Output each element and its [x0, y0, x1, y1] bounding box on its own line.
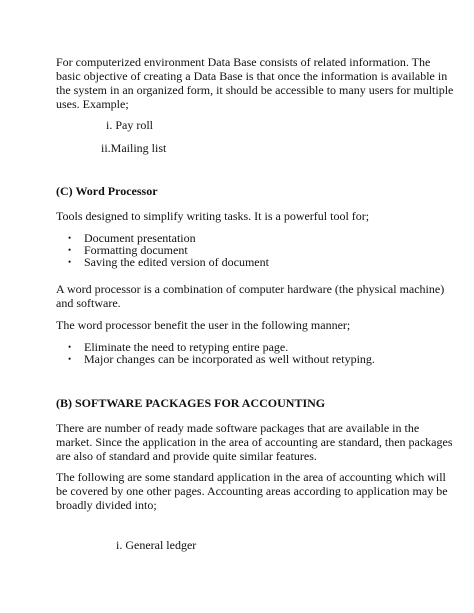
intro-line: uses. Example;	[56, 97, 129, 111]
list-item	[68, 353, 428, 365]
intro-line: For computerized environment Data Base consists of related information. The	[56, 55, 431, 69]
section-heading-accounting: (B) SOFTWARE PACKAGES FOR ACCOUNTING	[56, 396, 326, 410]
bullet-icon: •	[68, 342, 72, 352]
bullet-icon: •	[68, 245, 72, 255]
word-processor-feature-list	[68, 232, 428, 268]
accounting-list-item-general-ledger: i. General ledger	[116, 538, 197, 552]
bullet-icon: •	[68, 257, 72, 267]
bullet-icon: •	[68, 354, 72, 364]
accounting-paragraph-1	[56, 421, 453, 463]
paragraph-line: are also of standard and provide quite similar features.	[56, 449, 317, 463]
list-item-text: Formatting document	[84, 243, 188, 257]
section-heading-word-processor: (C) Word Processor	[56, 184, 158, 198]
list-item-text: Eliminate the need to retyping entire page.	[84, 340, 289, 354]
list-item-text: Document presentation	[84, 231, 196, 245]
list-item	[68, 256, 428, 268]
paragraph-line: There are number of ready made software packages that are available in the	[56, 421, 420, 435]
definition-line: and software.	[56, 296, 121, 310]
word-processor-benefit-intro: The word processor benefit the user in the following manner;	[56, 318, 351, 332]
accounting-paragraph-2	[56, 470, 448, 512]
intro-line: basic objective of creating a Data Base is that once the information is available in	[56, 69, 448, 83]
paragraph-line: broadly divided into;	[56, 498, 157, 512]
intro-paragraph	[56, 55, 454, 111]
definition-line: A word processor is a combination of computer hardware (the physical machine)	[56, 282, 445, 296]
paragraph-line: market. Since the application in the area of accounting are standard, then packages	[56, 435, 453, 449]
bullet-icon: •	[68, 233, 72, 243]
list-item-text: Saving the edited version of document	[84, 255, 269, 269]
example-item-mailing-list: ii.Mailing list	[101, 141, 167, 155]
word-processor-intro: Tools designed to simplify writing tasks. It is a powerful tool for;	[56, 209, 370, 223]
word-processor-definition	[56, 282, 445, 310]
list-item-text: Major changes can be incorporated as well without retyping.	[84, 352, 375, 366]
paragraph-line: be covered by one other pages. Accounting areas according to application may be	[56, 484, 448, 498]
paragraph-line: The following are some standard application in the area of accounting which will	[56, 470, 446, 484]
word-processor-benefit-list	[68, 341, 428, 365]
example-item-pay-roll: i. Pay roll	[106, 118, 153, 132]
intro-line: the system in an organized form, it should be accessible to many users for multiple	[56, 83, 454, 97]
